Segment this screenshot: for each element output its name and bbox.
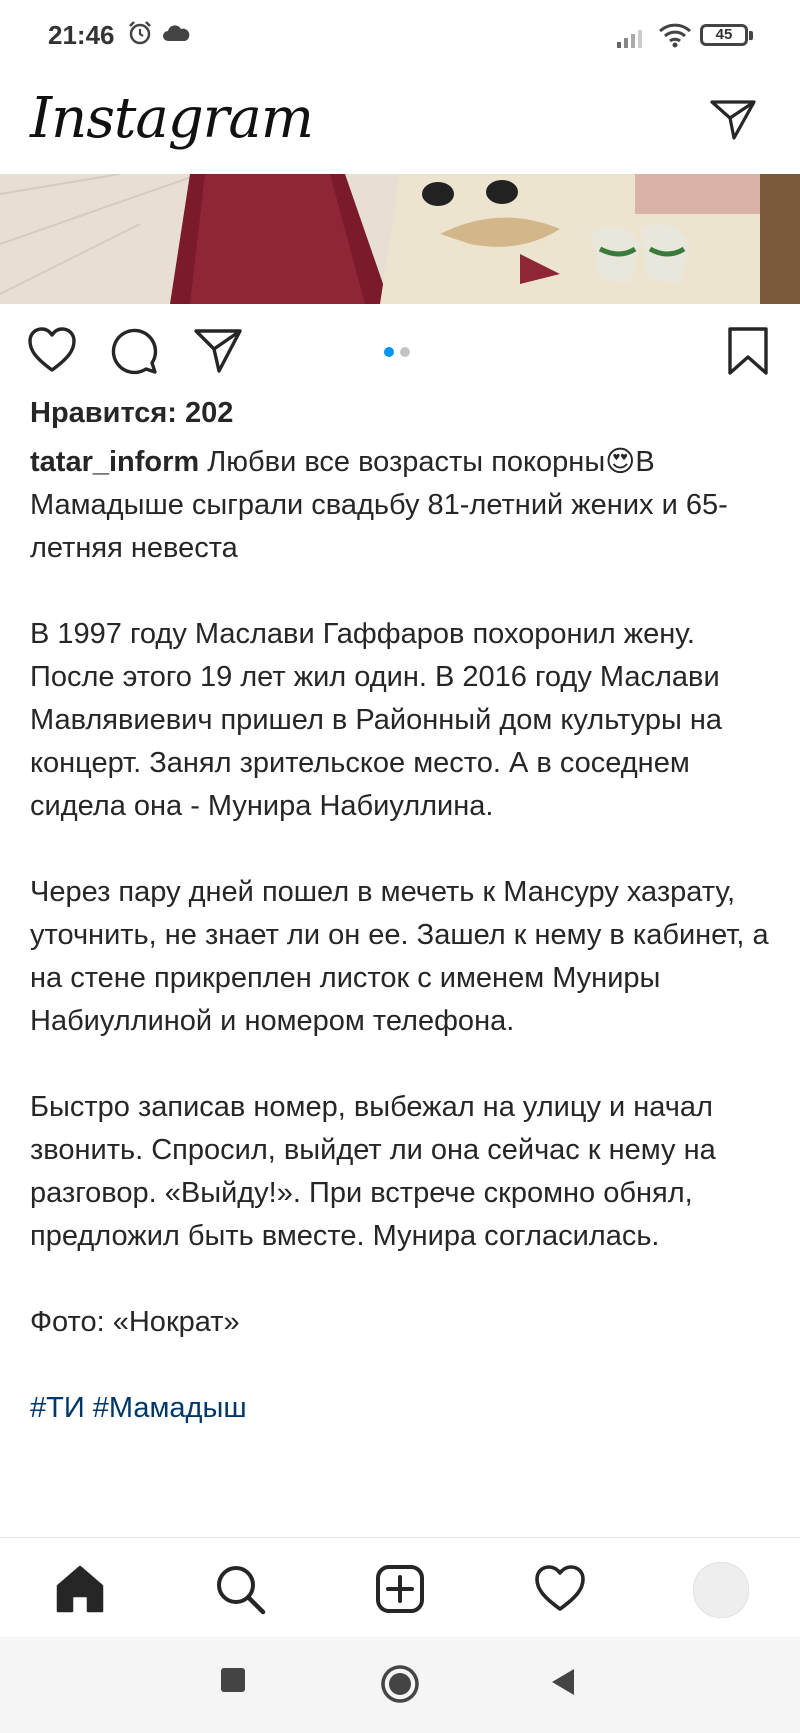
carousel-dot [400,347,410,357]
battery-icon: 45 [700,24,748,46]
direct-message-icon[interactable] [708,94,758,144]
caption-photo-credit: Фото: «Нократ» [30,1306,240,1338]
cloud-icon [162,24,190,42]
hashtag-link[interactable]: #Мамадыш [92,1392,247,1424]
caption-paragraph: В 1997 году Маслави Гаффаров похоронил жену. После этого 19 лет жил один. В 2016 году Маслави Мавлявиевич пришел в Районный дом культуры на концерт. Занял зрительское место. А в соседнем сидела она - Мунира Набиуллина. [30,618,722,822]
status-bar [0,0,800,72]
instagram-logo[interactable]: Instagram [30,86,313,151]
back-triangle-icon[interactable] [550,1667,576,1697]
wifi-icon [658,22,692,48]
hashtag-link[interactable]: #ТИ [30,1392,85,1424]
signal-icon [616,26,648,48]
caption-headline: Любви все возрасты покорны😍В Мамадыше сыграли свадьбу 81-летний жених и 65-летняя невеста [30,446,728,564]
like-heart-icon[interactable] [26,325,78,377]
share-icon[interactable] [192,325,244,377]
caption-paragraph: Через пару дней пошел в мечеть к Мансуру хазрату, уточнить, не знает ли он ее. Зашел к нему в кабинет, а на стене прикреплен листок с именем Муниры Набиуллиной и номером телефона. [30,876,769,1037]
caption-paragraph: Быстро записав номер, выбежал на улицу и начал звонить. Спросил, выйдет ли она сейчас к нему на разговор. «Выйду!». При встрече скромно обнял, предложил быть вместе. Мунира согласилась. [30,1091,716,1252]
app-header [0,72,800,174]
search-icon[interactable] [213,1562,267,1616]
system-navigation-bar [0,1637,800,1733]
post-username[interactable]: tatar_inform [30,446,200,478]
post-image[interactable] [0,174,800,304]
create-post-icon[interactable] [373,1562,427,1616]
status-time: 21:46 [48,20,115,50]
comment-icon[interactable] [108,325,160,377]
home-icon[interactable] [53,1562,107,1616]
post-actions [0,318,800,384]
save-bookmark-icon[interactable] [722,325,774,377]
activity-heart-icon[interactable] [533,1562,587,1616]
post-caption [30,441,780,1430]
post-photo-illustration [0,174,800,304]
hashtags [30,1387,780,1430]
recent-apps-icon[interactable] [220,1667,246,1693]
bottom-navigation [0,1537,800,1638]
likes-count[interactable]: Нравится: 202 [30,397,234,429]
carousel-dot-active [384,347,394,357]
profile-avatar[interactable] [693,1562,749,1618]
alarm-icon [127,20,153,46]
caption-intro [30,441,780,570]
carousel-indicator [384,344,416,362]
home-circle-icon[interactable] [380,1664,420,1704]
